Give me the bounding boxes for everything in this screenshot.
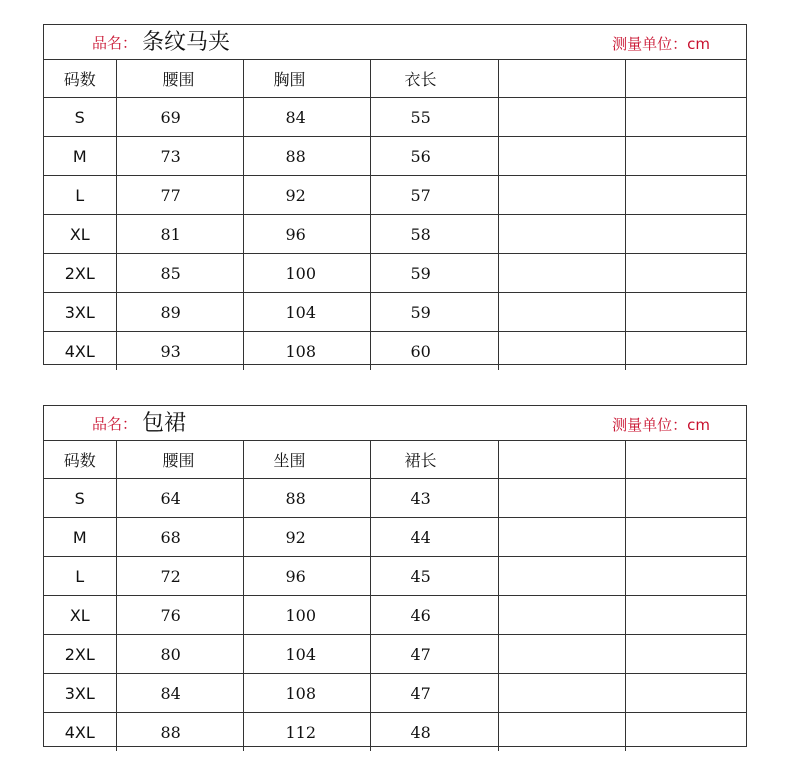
column-header: 坐围 [243, 440, 370, 479]
waist-cell: 68 [116, 518, 243, 557]
size-cell: 4XL [44, 332, 116, 371]
empty-cell [498, 635, 625, 674]
size-cell: M [44, 137, 116, 176]
empty-cell [498, 596, 625, 635]
product-name-label: 品名： [92, 415, 138, 433]
column-header: 裙长 [370, 440, 498, 479]
size-cell: 2XL [44, 635, 116, 674]
column-header [498, 59, 625, 98]
table-row [44, 98, 746, 137]
table-row [44, 596, 746, 635]
empty-cell [625, 176, 746, 215]
product-name: 条纹马夹 [142, 30, 231, 55]
waist-cell: 84 [116, 674, 243, 713]
length-cell: 58 [370, 215, 498, 254]
waist-cell: 85 [116, 254, 243, 293]
waist-cell: 89 [116, 293, 243, 332]
size-cell: 2XL [44, 254, 116, 293]
waist-cell: 88 [116, 713, 243, 752]
empty-cell [625, 557, 746, 596]
chest-hip-cell: 92 [243, 518, 370, 557]
empty-cell [498, 713, 625, 752]
size-table [44, 440, 746, 751]
empty-cell [498, 674, 625, 713]
empty-cell [625, 137, 746, 176]
chest-hip-cell: 84 [243, 98, 370, 137]
chest-hip-cell: 100 [243, 596, 370, 635]
length-cell: 44 [370, 518, 498, 557]
table-row [44, 176, 746, 215]
table-row [44, 635, 746, 674]
product-name: 包裙 [142, 411, 187, 436]
empty-cell [625, 713, 746, 752]
empty-cell [625, 674, 746, 713]
empty-cell [625, 254, 746, 293]
chest-hip-cell: 112 [243, 713, 370, 752]
table-row [44, 332, 746, 371]
chest-hip-cell: 96 [243, 557, 370, 596]
empty-cell [498, 332, 625, 371]
table-row [44, 713, 746, 752]
table-row [44, 137, 746, 176]
product-name-label: 品名： [92, 34, 138, 52]
empty-cell [625, 332, 746, 371]
size-cell: XL [44, 596, 116, 635]
column-header [625, 59, 746, 98]
empty-cell [625, 98, 746, 137]
chest-hip-cell: 104 [243, 635, 370, 674]
chest-hip-cell: 108 [243, 674, 370, 713]
length-cell: 59 [370, 293, 498, 332]
size-cell: S [44, 98, 116, 137]
length-cell: 47 [370, 674, 498, 713]
chest-hip-cell: 108 [243, 332, 370, 371]
table-row [44, 293, 746, 332]
column-header [498, 440, 625, 479]
size-chart-skirt [43, 405, 747, 747]
waist-cell: 69 [116, 98, 243, 137]
empty-cell [498, 176, 625, 215]
empty-cell [498, 215, 625, 254]
empty-cell [498, 254, 625, 293]
size-cell: 3XL [44, 674, 116, 713]
chest-hip-cell: 100 [243, 254, 370, 293]
empty-cell [498, 98, 625, 137]
empty-cell [625, 596, 746, 635]
size-cell: 4XL [44, 713, 116, 752]
empty-cell [498, 293, 625, 332]
empty-cell [625, 293, 746, 332]
empty-cell [625, 479, 746, 518]
chest-hip-cell: 96 [243, 215, 370, 254]
waist-cell: 72 [116, 557, 243, 596]
size-chart-vest [43, 24, 747, 365]
length-cell: 60 [370, 332, 498, 371]
waist-cell: 80 [116, 635, 243, 674]
table-row [44, 557, 746, 596]
header-row [44, 59, 746, 98]
column-header: 码数 [44, 440, 116, 479]
chest-hip-cell: 104 [243, 293, 370, 332]
header-row [44, 440, 746, 479]
empty-cell [498, 137, 625, 176]
waist-cell: 73 [116, 137, 243, 176]
waist-cell: 81 [116, 215, 243, 254]
size-cell: L [44, 176, 116, 215]
waist-cell: 77 [116, 176, 243, 215]
column-header [625, 440, 746, 479]
table-row [44, 518, 746, 557]
empty-cell [625, 635, 746, 674]
length-cell: 47 [370, 635, 498, 674]
empty-cell [498, 518, 625, 557]
length-cell: 46 [370, 596, 498, 635]
length-cell: 43 [370, 479, 498, 518]
chest-hip-cell: 88 [243, 479, 370, 518]
column-header: 腰围 [116, 59, 243, 98]
length-cell: 45 [370, 557, 498, 596]
waist-cell: 93 [116, 332, 243, 371]
size-cell: M [44, 518, 116, 557]
size-cell: 3XL [44, 293, 116, 332]
length-cell: 48 [370, 713, 498, 752]
size-table [44, 59, 746, 370]
empty-cell [625, 215, 746, 254]
table-row [44, 215, 746, 254]
column-header: 码数 [44, 59, 116, 98]
chest-hip-cell: 88 [243, 137, 370, 176]
chart-title-row [44, 406, 746, 441]
measurement-unit-label: 测量单位：cm [612, 35, 710, 53]
size-cell: XL [44, 215, 116, 254]
size-cell: L [44, 557, 116, 596]
column-header: 胸围 [243, 59, 370, 98]
waist-cell: 76 [116, 596, 243, 635]
column-header: 衣长 [370, 59, 498, 98]
chest-hip-cell: 92 [243, 176, 370, 215]
size-cell: S [44, 479, 116, 518]
length-cell: 59 [370, 254, 498, 293]
table-row [44, 479, 746, 518]
table-row [44, 254, 746, 293]
length-cell: 57 [370, 176, 498, 215]
empty-cell [625, 518, 746, 557]
empty-cell [498, 557, 625, 596]
empty-cell [498, 479, 625, 518]
column-header: 腰围 [116, 440, 243, 479]
table-row [44, 674, 746, 713]
length-cell: 56 [370, 137, 498, 176]
chart-title-row [44, 25, 746, 60]
length-cell: 55 [370, 98, 498, 137]
measurement-unit-label: 测量单位：cm [612, 416, 710, 434]
waist-cell: 64 [116, 479, 243, 518]
